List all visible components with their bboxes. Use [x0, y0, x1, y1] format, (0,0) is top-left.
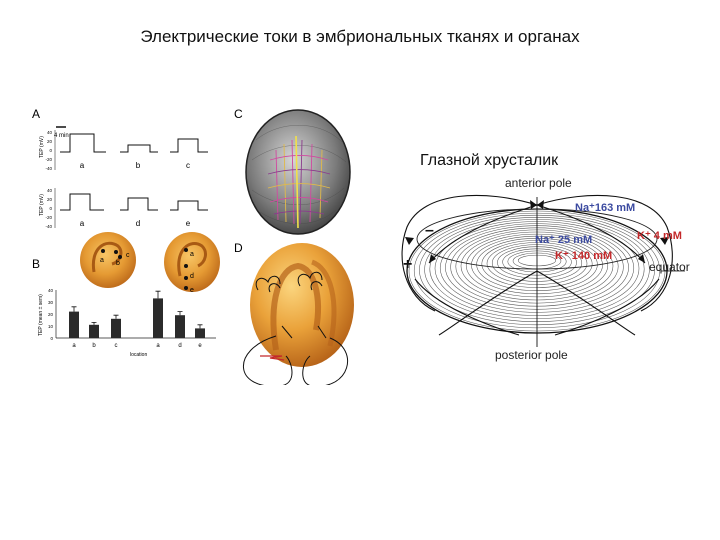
- panel-c-embryo: [246, 110, 350, 234]
- chart-ytick: 10: [47, 324, 53, 329]
- trace-label: d: [135, 219, 141, 228]
- plus-sign: +: [403, 256, 413, 273]
- panel-a-traces: [39, 127, 208, 229]
- panel-a-label: A: [32, 107, 41, 121]
- k-inside-label: K⁺ 140 mM: [555, 250, 613, 262]
- embryo-point-label: c: [126, 252, 130, 259]
- category-label-3: a: [156, 343, 160, 349]
- tick: 40: [46, 130, 52, 135]
- chart-ytick: 40: [47, 288, 53, 293]
- trace-bottom-a: [60, 194, 104, 210]
- bar-4: [175, 315, 185, 338]
- embryo-point-label: e: [190, 287, 194, 294]
- tick: 20: [46, 139, 52, 144]
- category-label-5: e: [198, 343, 202, 349]
- time-scale-label: 4 min: [54, 133, 69, 139]
- bar-5: [195, 328, 205, 338]
- equator-label: equator: [649, 260, 690, 274]
- embryo-point-label: a: [100, 257, 104, 264]
- panel-d-embryo: [243, 243, 354, 385]
- bar-0: [69, 312, 79, 338]
- trace-bottom-e: [170, 201, 208, 210]
- panel-a-ylabel-bottom: TEP (mV): [39, 194, 45, 216]
- error-bar-4: [178, 312, 183, 316]
- panel-d-label: D: [234, 241, 243, 255]
- bar-1: [89, 325, 99, 338]
- minus-sign: –: [425, 222, 434, 239]
- trace-top-c: [170, 139, 208, 152]
- error-bar-3: [156, 291, 161, 298]
- trace-label: e: [185, 219, 191, 228]
- trace-label: a: [79, 219, 85, 228]
- panel-b-label: B: [32, 257, 41, 271]
- panel-b-embryo-1: [80, 232, 136, 288]
- panel-c-label: C: [234, 107, 243, 121]
- error-bar-2: [114, 315, 119, 319]
- tick: -20: [45, 157, 52, 162]
- category-label-2: c: [114, 343, 118, 349]
- bar-3: [153, 298, 163, 338]
- trace-top-b: [120, 145, 158, 152]
- lens-diagram: [395, 175, 700, 370]
- tick: -40: [45, 224, 52, 229]
- k-outside-label: K⁺ 4 mM: [637, 230, 682, 242]
- panel-b-embryo-2: [164, 232, 220, 294]
- chart-xlabel: location: [130, 352, 148, 358]
- chart-ytick: 0: [50, 336, 53, 341]
- trace-label: c: [186, 161, 190, 170]
- embryo-figure: [30, 100, 380, 385]
- embryo-point-label: d: [190, 273, 194, 280]
- tick: 20: [46, 197, 52, 202]
- tick: 0: [49, 148, 52, 153]
- error-bar-5: [198, 325, 203, 329]
- tick: 0: [49, 206, 52, 211]
- posterior-pole-label: posterior pole: [495, 348, 568, 362]
- category-label-0: a: [72, 343, 76, 349]
- panel-a-ylabel-top: TEP (mV): [39, 136, 45, 158]
- chart-ytick: 20: [47, 312, 53, 317]
- trace-label: b: [135, 161, 141, 170]
- embryo-point-label: b: [116, 260, 120, 267]
- trace-label: a: [79, 161, 85, 170]
- category-label-4: d: [178, 343, 182, 349]
- error-bar-0: [72, 307, 77, 312]
- trace-bottom-d: [120, 198, 158, 210]
- chart-ytick: 30: [47, 300, 53, 305]
- embryo-point-label: a: [190, 251, 194, 258]
- anterior-pole-label: anterior pole: [505, 176, 572, 190]
- bar-2: [111, 319, 121, 338]
- lens-caption: Глазной хрусталик: [420, 152, 559, 169]
- slide-title: Электрические токи в эмбриональных тканях и органах: [140, 27, 580, 46]
- na-inside-label: Na⁺ 25 mM: [535, 234, 593, 246]
- tick: -20: [45, 215, 52, 220]
- chart-ylabel: TEP (mean ± sem): [38, 294, 44, 336]
- category-label-1: b: [92, 343, 96, 349]
- tick: -40: [45, 166, 52, 171]
- tick: 40: [46, 188, 52, 193]
- tep-bar-chart: [38, 288, 216, 358]
- error-bar-1: [92, 322, 97, 324]
- na-outside-label: Na⁺163 mM: [575, 202, 636, 214]
